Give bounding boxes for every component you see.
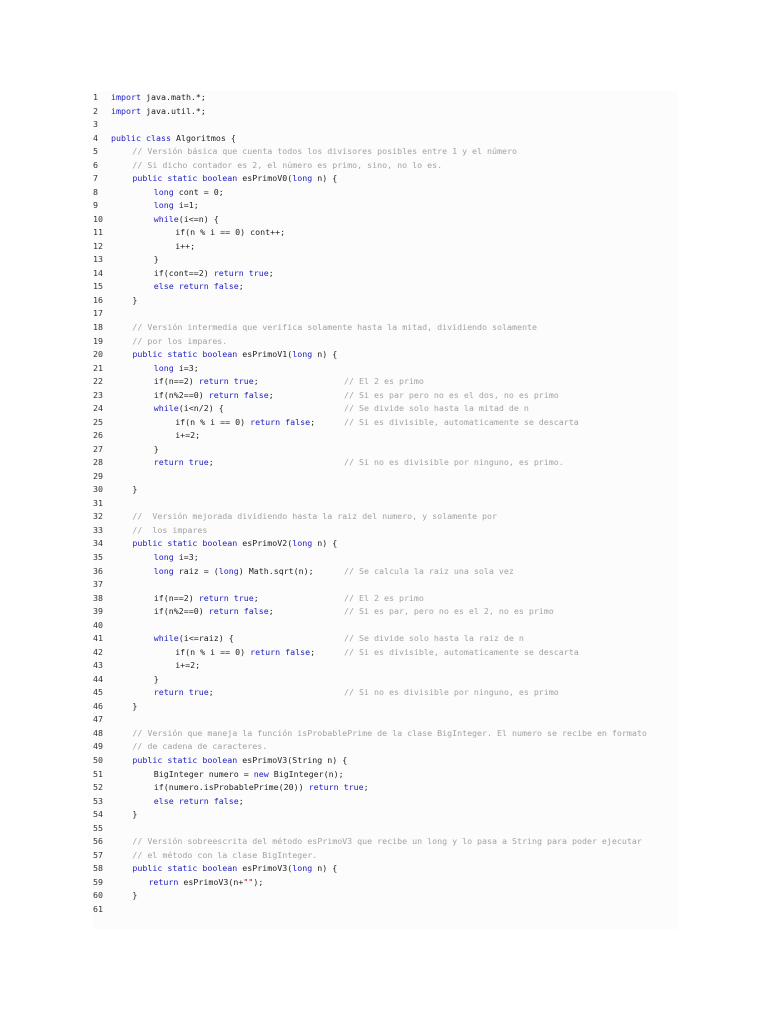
- code-line: [93, 91, 678, 105]
- line-number: 13: [93, 254, 103, 265]
- code-token: raiz = (: [173, 565, 219, 576]
- code-token: (i<n/2) {: [178, 403, 224, 414]
- code-token: }: [153, 443, 159, 454]
- code-text: [132, 348, 337, 362]
- line-number: 34: [93, 538, 103, 549]
- code-line: [93, 578, 678, 592]
- keyword-token: new: [253, 768, 269, 779]
- code-line: [93, 673, 678, 687]
- code-text: [175, 429, 200, 443]
- code-line: [93, 213, 678, 227]
- code-text: [154, 186, 224, 200]
- code-line: [93, 727, 678, 741]
- code-token: if(n==2): [153, 376, 199, 387]
- code-line: [93, 822, 678, 836]
- code-token: esPrimoV2(: [237, 538, 293, 549]
- code-text: [132, 740, 267, 754]
- line-number: 58: [93, 863, 103, 874]
- code-text: [175, 226, 285, 240]
- keyword-token: return true: [198, 376, 254, 387]
- code-text: [148, 876, 263, 890]
- code-text: [132, 835, 642, 849]
- code-line: [93, 267, 678, 281]
- code-text: [154, 768, 344, 782]
- code-text: [132, 510, 497, 524]
- code-text: [132, 700, 137, 714]
- code-text: [154, 686, 214, 700]
- code-line: [93, 565, 678, 579]
- line-number: 54: [93, 809, 103, 820]
- code-token: n) {: [312, 349, 338, 360]
- code-line: [93, 429, 678, 443]
- line-number: 18: [93, 322, 103, 332]
- code-text: [154, 605, 274, 619]
- keyword-token: public static boolean: [132, 754, 238, 765]
- code-text: [132, 889, 137, 903]
- code-token: n) {: [312, 538, 338, 549]
- comment-token: // Versión mejorada dividiendo hasta la raiz del numero, y solamente por: [132, 511, 498, 522]
- keyword-token: import: [111, 105, 141, 116]
- code-token: ;: [253, 376, 259, 387]
- comment-token: // Versión intermedia que verifica solamente hasta la mitad, dividiendo solamente: [132, 322, 537, 332]
- inline-comment: // El 2 es primo: [344, 592, 424, 603]
- code-token: if(cont==2): [153, 267, 214, 278]
- code-token: );: [253, 876, 264, 887]
- keyword-token: return false: [208, 606, 269, 617]
- line-number: 33: [93, 524, 103, 535]
- code-text: [175, 240, 195, 254]
- comment-token: // de cadena de caracteres.: [132, 741, 268, 752]
- keyword-token: long: [292, 349, 313, 360]
- code-token: esPrimoV1(: [237, 349, 293, 360]
- code-token: }: [153, 673, 159, 684]
- keyword-token: else return false: [153, 281, 239, 292]
- code-text: [154, 253, 159, 267]
- keyword-token: long: [153, 552, 174, 563]
- line-number: 8: [93, 186, 98, 197]
- code-token: ;: [238, 281, 244, 292]
- code-token: if(n % i == 0): [175, 646, 251, 657]
- code-line: [93, 118, 678, 132]
- code-line: [93, 186, 678, 200]
- keyword-token: return true: [213, 267, 269, 278]
- inline-comment: // Si es par pero no es el dos, no es primo: [344, 389, 559, 400]
- line-number: 44: [93, 673, 103, 684]
- code-line: [93, 686, 678, 700]
- line-number: 7: [93, 173, 98, 184]
- code-token: ;: [253, 592, 259, 603]
- code-token: if(n%2==0): [153, 389, 209, 400]
- keyword-token: public static boolean: [132, 173, 238, 184]
- code-token: if(numero.isProbablePrime(20)): [153, 782, 309, 793]
- code-line: [93, 362, 678, 376]
- code-text: [154, 389, 274, 403]
- code-token: esPrimoV3(: [237, 863, 293, 874]
- line-number: 26: [93, 430, 103, 441]
- line-number: 45: [93, 687, 103, 698]
- keyword-token: long: [153, 186, 174, 197]
- code-token: BigInteger(n);: [268, 768, 344, 779]
- line-number: 25: [93, 416, 103, 427]
- code-token: ;: [268, 267, 274, 278]
- code-text: [175, 659, 200, 673]
- line-number: 55: [93, 822, 103, 833]
- code-text: [175, 416, 315, 430]
- line-number: 12: [93, 240, 103, 251]
- line-number: 40: [93, 619, 103, 630]
- code-text: [154, 280, 244, 294]
- code-text: [132, 849, 317, 863]
- code-token: esPrimoV3(n+: [178, 876, 244, 887]
- keyword-token: public class: [111, 132, 171, 143]
- inline-comment: // Si no es divisible por ninguno, es primo: [344, 687, 559, 698]
- line-number: 6: [93, 159, 98, 170]
- code-line: [93, 781, 678, 795]
- code-line: [93, 105, 678, 119]
- keyword-token: long: [153, 200, 174, 211]
- line-number: 50: [93, 754, 103, 765]
- code-token: }: [132, 890, 138, 901]
- line-number: 20: [93, 349, 103, 360]
- code-line: [93, 510, 678, 524]
- code-token: (i<=raiz) {: [178, 633, 234, 644]
- comment-token: // Versión básica que cuenta todos los divisores posibles entre 1 y el número: [132, 146, 518, 157]
- code-token: ;: [363, 782, 369, 793]
- code-text: [132, 145, 517, 159]
- code-text: [154, 456, 214, 470]
- line-number: 19: [93, 335, 103, 346]
- line-number: 60: [93, 890, 103, 901]
- line-number: 35: [93, 552, 103, 563]
- keyword-token: while: [153, 213, 179, 224]
- code-text: [132, 321, 537, 335]
- line-number: 41: [93, 633, 103, 644]
- line-number: 38: [93, 592, 103, 603]
- code-line: [93, 389, 678, 403]
- code-token: n) {: [312, 863, 338, 874]
- line-number: 59: [93, 876, 103, 887]
- code-text: [132, 537, 337, 551]
- code-token: BigInteger numero =: [153, 768, 254, 779]
- line-number: 37: [93, 579, 103, 590]
- keyword-token: long: [153, 362, 174, 373]
- inline-comment: // Si no es divisible por ninguno, es primo.: [344, 457, 564, 468]
- code-line: [93, 321, 678, 335]
- line-number: 27: [93, 443, 103, 454]
- line-number: 28: [93, 457, 103, 468]
- code-token: }: [132, 700, 138, 711]
- keyword-token: return: [148, 876, 179, 887]
- keyword-token: long: [292, 538, 313, 549]
- keyword-token: long: [292, 173, 313, 184]
- keyword-token: public static boolean: [132, 538, 238, 549]
- keyword-token: while: [153, 403, 179, 414]
- keyword-token: return false: [208, 389, 269, 400]
- code-token: cont = 0;: [173, 186, 224, 197]
- code-line: [93, 835, 678, 849]
- line-number: 46: [93, 700, 103, 711]
- line-number: 1: [93, 92, 98, 102]
- inline-comment: // Si es par, pero no es el 2, no es primo: [344, 606, 554, 617]
- inline-comment: // El 2 es primo: [344, 376, 424, 387]
- comment-token: // por los impares.: [132, 335, 228, 346]
- code-token: Algoritmos {: [170, 132, 236, 143]
- line-number: 11: [93, 227, 103, 238]
- code-text: [154, 795, 244, 809]
- code-token: (i<=n) {: [178, 213, 219, 224]
- code-line: [93, 348, 678, 362]
- code-text: [154, 267, 274, 281]
- code-token: i=1;: [173, 200, 199, 211]
- code-line: [93, 619, 678, 633]
- code-token: i+=2;: [175, 430, 201, 441]
- code-text: [154, 592, 259, 606]
- line-number: 16: [93, 294, 103, 305]
- code-line: [93, 335, 678, 349]
- keyword-token: long: [292, 863, 313, 874]
- code-token: ;: [268, 389, 274, 400]
- code-line: [93, 307, 678, 321]
- code-line: [93, 740, 678, 754]
- code-text: [154, 632, 234, 646]
- inline-comment: // Se calcula la raiz una sola vez: [344, 565, 514, 576]
- line-number: 56: [93, 836, 103, 847]
- code-line: [93, 537, 678, 551]
- code-token: i=3;: [173, 552, 199, 563]
- line-number: 14: [93, 267, 103, 278]
- line-number: 52: [93, 782, 103, 793]
- code-text: [154, 213, 219, 227]
- code-line: [93, 497, 678, 511]
- code-line: [93, 605, 678, 619]
- code-text: [132, 335, 227, 349]
- line-number: 3: [93, 119, 98, 130]
- code-text: [132, 294, 137, 308]
- line-number: 43: [93, 660, 103, 671]
- code-token: }: [132, 484, 138, 495]
- code-line: [93, 551, 678, 565]
- code-line: [93, 713, 678, 727]
- code-token: esPrimoV3(String n) {: [237, 754, 348, 765]
- keyword-token: return true: [153, 687, 209, 698]
- line-number: 23: [93, 389, 103, 400]
- code-text: [111, 132, 236, 146]
- line-number: 15: [93, 281, 103, 292]
- comment-token: // Versión que maneja la función isProbablePrime de la clase BigInteger. El numero se recibe en formato: [132, 727, 647, 738]
- line-number: 21: [93, 362, 103, 373]
- code-line: [93, 199, 678, 213]
- code-line: [93, 402, 678, 416]
- line-number: 10: [93, 213, 103, 224]
- code-text: [132, 159, 442, 173]
- code-token: ;: [268, 606, 274, 617]
- code-token: ;: [208, 687, 214, 698]
- line-number: 31: [93, 497, 103, 508]
- code-text: [132, 524, 207, 538]
- code-line: [93, 862, 678, 876]
- code-line: [93, 483, 678, 497]
- code-token: ;: [208, 457, 214, 468]
- code-text: [132, 754, 347, 768]
- line-number: 22: [93, 376, 103, 387]
- code-line: [93, 280, 678, 294]
- code-line: [93, 632, 678, 646]
- line-number: 42: [93, 646, 103, 657]
- code-line: [93, 470, 678, 484]
- code-token: i++;: [175, 240, 196, 251]
- line-number: 30: [93, 484, 103, 495]
- keyword-token: return false: [250, 646, 311, 657]
- code-line: [93, 876, 678, 890]
- code-text: [154, 781, 369, 795]
- code-token: i=3;: [173, 362, 199, 373]
- code-text: [175, 646, 315, 660]
- code-text: [154, 375, 259, 389]
- keyword-token: else return false: [153, 795, 239, 806]
- code-block: [93, 91, 678, 929]
- code-token: if(n==2): [153, 592, 199, 603]
- code-line: [93, 145, 678, 159]
- keyword-token: return true: [308, 782, 364, 793]
- inline-comment: // Se divide solo hasta la mitad de n: [344, 403, 529, 414]
- code-line: [93, 795, 678, 809]
- line-number: 57: [93, 849, 103, 860]
- code-text: [132, 862, 337, 876]
- inline-comment: // Si es divisible, automaticamente se descarta: [344, 646, 579, 657]
- code-line: [93, 456, 678, 470]
- code-line: [93, 172, 678, 186]
- keyword-token: public static boolean: [132, 863, 238, 874]
- comment-token: // Si dicho contador es 2, el número es primo, sino, no lo es.: [132, 159, 443, 170]
- line-number: 29: [93, 470, 103, 481]
- code-text: [132, 172, 337, 186]
- code-line: [93, 226, 678, 240]
- code-token: ) Math.sqrt(n);: [238, 565, 314, 576]
- code-line: [93, 754, 678, 768]
- code-text: [154, 673, 159, 687]
- code-text: [132, 808, 137, 822]
- code-line: [93, 700, 678, 714]
- keyword-token: public static boolean: [132, 349, 238, 360]
- code-line: [93, 443, 678, 457]
- line-number: 61: [93, 903, 103, 914]
- keyword-token: return true: [198, 592, 254, 603]
- comment-token: // el método con la clase BigInteger.: [132, 849, 318, 860]
- line-number: 47: [93, 714, 103, 725]
- code-text: [154, 551, 199, 565]
- comment-token: // Versión sobreescrita del método esPrimoV3 que recibe un long y lo pasa a String para poder ejecutar: [132, 836, 642, 847]
- code-line: [93, 132, 678, 146]
- line-number: 9: [93, 200, 98, 211]
- code-token: esPrimoV0(: [237, 173, 293, 184]
- code-text: [132, 483, 137, 497]
- code-line: [93, 524, 678, 538]
- code-line: [93, 294, 678, 308]
- keyword-token: while: [153, 633, 179, 644]
- code-token: }: [132, 294, 138, 305]
- code-text: [154, 362, 199, 376]
- code-text: [111, 91, 206, 105]
- line-number: 2: [93, 105, 98, 116]
- keyword-token: long: [153, 565, 174, 576]
- line-number: 17: [93, 308, 103, 319]
- code-token: ;: [310, 646, 316, 657]
- code-token: java.util.*;: [140, 105, 206, 116]
- keyword-token: return false: [250, 416, 311, 427]
- keyword-token: long: [218, 565, 239, 576]
- code-line: [93, 646, 678, 660]
- keyword-token: import: [111, 92, 141, 102]
- line-number: 49: [93, 741, 103, 752]
- line-number: 32: [93, 511, 103, 522]
- code-text: [132, 727, 647, 741]
- code-line: [93, 159, 678, 173]
- line-number: 53: [93, 795, 103, 806]
- inline-comment: // Se divide solo hasta la raiz de n: [344, 633, 524, 644]
- keyword-token: return true: [153, 457, 209, 468]
- code-line: [93, 659, 678, 673]
- code-line: [93, 889, 678, 903]
- line-number: 36: [93, 565, 103, 576]
- code-text: [154, 402, 224, 416]
- code-line: [93, 375, 678, 389]
- code-text: [154, 443, 159, 457]
- code-text: [111, 105, 206, 119]
- line-number: 24: [93, 403, 103, 414]
- comment-token: // los impares: [132, 524, 208, 535]
- inline-comment: // Si es divisible, automaticamente se descarta: [344, 416, 579, 427]
- line-number: 4: [93, 132, 98, 143]
- line-number: 5: [93, 146, 98, 157]
- code-line: [93, 592, 678, 606]
- code-line: [93, 253, 678, 267]
- code-line: [93, 903, 678, 917]
- code-token: n) {: [312, 173, 338, 184]
- code-line: [93, 808, 678, 822]
- code-text: [154, 199, 199, 213]
- line-number: 39: [93, 606, 103, 617]
- code-token: ;: [238, 795, 244, 806]
- code-token: ;: [310, 416, 316, 427]
- code-token: if(n%2==0): [153, 606, 209, 617]
- code-line: [93, 849, 678, 863]
- code-line: [93, 416, 678, 430]
- code-token: if(n % i == 0): [175, 416, 251, 427]
- code-line: [93, 768, 678, 782]
- code-line: [93, 240, 678, 254]
- code-token: java.math.*;: [140, 92, 206, 102]
- code-token: }: [132, 809, 138, 820]
- line-number: 48: [93, 727, 103, 738]
- code-token: if(n % i == 0) cont++;: [175, 227, 286, 238]
- string-token: "": [243, 876, 254, 887]
- code-token: }: [153, 254, 159, 265]
- code-text: [154, 565, 314, 579]
- line-number: 51: [93, 768, 103, 779]
- code-token: i+=2;: [175, 660, 201, 671]
